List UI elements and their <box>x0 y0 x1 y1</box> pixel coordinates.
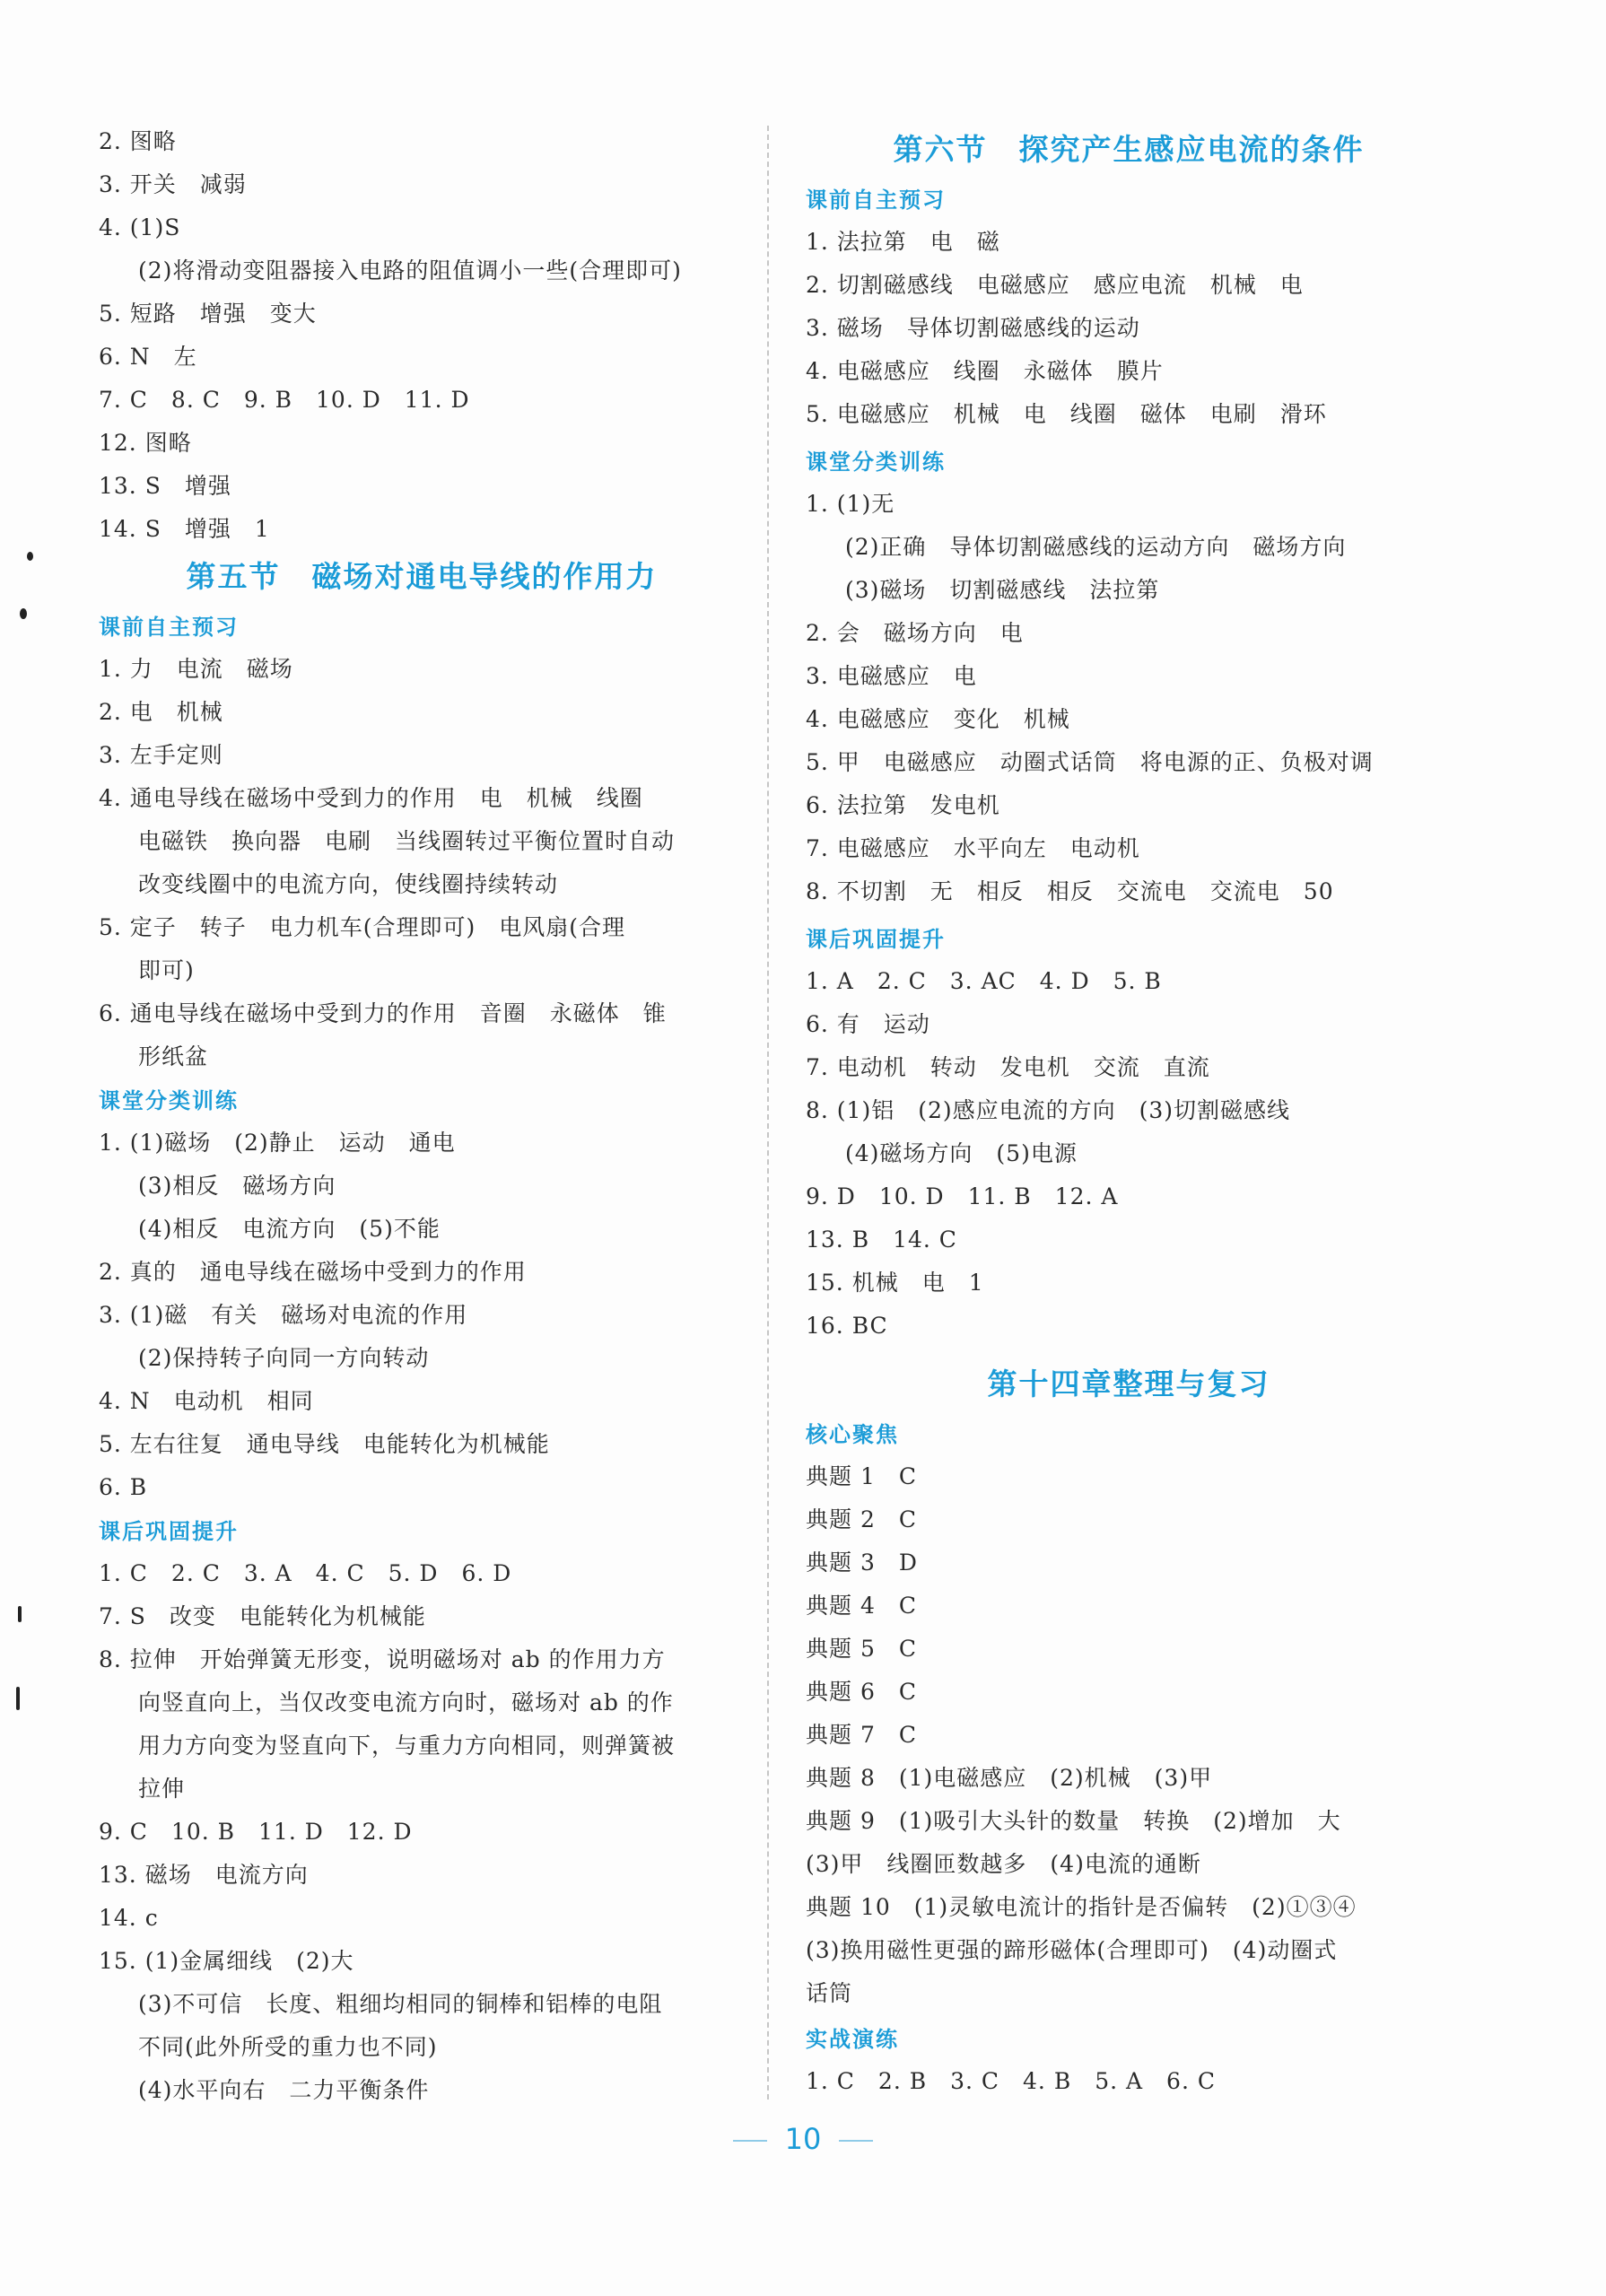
answer-line: (4)相反 电流方向 (5)不能 <box>138 1216 441 1242</box>
subsection-title: 课堂分类训练 <box>806 450 946 475</box>
answer-line: 典题 7 C <box>806 1722 917 1748</box>
answer-line: 9. C 10. B 11. D 12. D <box>99 1819 413 1845</box>
answer-line: 话筒 <box>806 1980 853 2006</box>
answer-line: 典题 3 D <box>806 1550 918 1576</box>
answer-line: 3. 左手定则 <box>99 742 223 768</box>
answer-line: 1. C 2. B 3. C 4. B 5. A 6. C <box>806 2068 1216 2094</box>
chapter-title: 第十四章整理与复习 <box>987 1366 1270 1401</box>
answer-line: (4)水平向右 二力平衡条件 <box>138 2077 430 2103</box>
section-title: 第六节 探究产生感应电流的条件 <box>893 132 1365 167</box>
answer-line: 1. 法拉第 电 磁 <box>806 229 1000 255</box>
answer-line: 8. 拉伸 开始弹簧无形变，说明磁场对 ab 的作用力方 <box>99 1646 666 1672</box>
subsection-title: 核心聚焦 <box>806 1422 899 1447</box>
page-number <box>0 2119 1606 2159</box>
answer-line: 3. (1)磁 有关 磁场对电流的作用 <box>99 1302 468 1328</box>
answer-line: 形纸盆 <box>138 1043 209 1069</box>
answer-line: 15. 机械 电 1 <box>806 1270 984 1296</box>
answer-line: 8. 不切割 无 相反 相反 交流电 交流电 50 <box>806 878 1334 904</box>
answer-line: 1. (1)无 <box>806 491 895 517</box>
answer-line: 1. A 2. C 3. AC 4. D 5. B <box>806 968 1162 994</box>
answer-line: (2)正确 导体切割磁感线的运动方向 磁场方向 <box>845 534 1347 560</box>
answer-line: 2. 图略 <box>99 128 177 154</box>
answer-line: 16. BC <box>806 1313 888 1339</box>
answer-line: 4. (1)S <box>99 214 181 240</box>
subsection-title: 课后巩固提升 <box>806 927 946 952</box>
answer-line: 不同(此外所受的重力也不同) <box>138 2034 438 2060</box>
answer-line: 典题 10 (1)灵敏电流计的指针是否偏转 (2)①③④ <box>806 1894 1357 1920</box>
answer-line: 5. 电磁感应 机械 电 线圈 磁体 电刷 滑环 <box>806 401 1327 427</box>
answer-line: 典题 2 C <box>806 1506 917 1532</box>
answer-line: 13. S 增强 <box>99 473 231 499</box>
scan-mark <box>18 1606 22 1622</box>
answer-line: 2. 电 机械 <box>99 699 223 725</box>
answer-line: 2. 会 磁场方向 电 <box>806 620 1024 646</box>
answer-line: 5. 左右往复 通电导线 电能转化为机械能 <box>99 1431 550 1457</box>
answer-line: 3. 开关 减弱 <box>99 171 247 197</box>
page-number-dash <box>839 2140 873 2142</box>
answer-line: 5. 定子 转子 电力机车(合理即可) 电风扇(合理 <box>99 914 626 940</box>
answer-line: 用力方向变为竖直向下，与重力方向相同，则弹簧被 <box>138 1733 676 1759</box>
answer-line: 典题 9 (1)吸引大头针的数量 转换 (2)增加 大 <box>806 1808 1341 1834</box>
page-number-dash <box>733 2140 767 2142</box>
answer-line: 6. 有 运动 <box>806 1011 930 1037</box>
subsection-title: 课后巩固提升 <box>99 1519 239 1544</box>
answer-line: (3)甲 线圈匝数越多 (4)电流的通断 <box>806 1851 1201 1877</box>
answer-line: 12. 图略 <box>99 430 192 456</box>
subsection-title: 课堂分类训练 <box>99 1088 239 1113</box>
answer-line: (3)换用磁性更强的蹄形磁体(合理即可) (4)动圈式 <box>806 1937 1338 1963</box>
subsection-title: 课前自主预习 <box>806 188 946 213</box>
column-divider <box>767 126 769 2100</box>
answer-line: 1. 力 电流 磁场 <box>99 656 293 682</box>
answer-line: 典题 4 C <box>806 1593 917 1619</box>
answer-line: 8. (1)铝 (2)感应电流的方向 (3)切割磁感线 <box>806 1097 1291 1123</box>
answer-line: 1. C 2. C 3. A 4. C 5. D 6. D <box>99 1560 512 1586</box>
answer-line: 7. S 改变 电能转化为机械能 <box>99 1603 426 1629</box>
subsection-title: 课前自主预习 <box>99 615 239 640</box>
answer-line: 7. C 8. C 9. B 10. D 11. D <box>99 387 470 413</box>
answer-line: 3. 电磁感应 电 <box>806 663 977 689</box>
answer-line: 14. c <box>99 1905 159 1931</box>
answer-line: 14. S 增强 1 <box>99 516 270 542</box>
answer-line: 向竖直向上，当仅改变电流方向时，磁场对 ab 的作 <box>138 1689 674 1715</box>
answer-line: 9. D 10. D 11. B 12. A <box>806 1183 1119 1209</box>
answer-line: 6. N 左 <box>99 344 197 370</box>
answer-line: 7. 电磁感应 水平向左 电动机 <box>806 835 1140 861</box>
answer-line: 6. 法拉第 发电机 <box>806 792 1000 818</box>
answer-line: 4. 电磁感应 变化 机械 <box>806 706 1070 732</box>
answer-line: 1. (1)磁场 (2)静止 运动 通电 <box>99 1130 456 1156</box>
answer-line: (2)保持转子向同一方向转动 <box>138 1345 430 1371</box>
subsection-title: 实战演练 <box>806 2027 899 2052</box>
answer-line: 5. 甲 电磁感应 动圈式话筒 将电源的正、负极对调 <box>806 749 1374 775</box>
answer-line: (2)将滑动变阻器接入电路的阻值调小一些(合理即可) <box>138 258 682 284</box>
answer-line: 典题 8 (1)电磁感应 (2)机械 (3)甲 <box>806 1765 1213 1791</box>
answer-line: 2. 切割磁感线 电磁感应 感应电流 机械 电 <box>806 272 1304 298</box>
answer-line: 电磁铁 换向器 电刷 当线圈转过平衡位置时自动 <box>138 828 676 854</box>
answer-line: 典题 5 C <box>806 1636 917 1662</box>
answer-line: 拉伸 <box>138 1776 186 1802</box>
answer-line: (4)磁场方向 (5)电源 <box>845 1140 1078 1166</box>
answer-line: 15. (1)金属细线 (2)大 <box>99 1948 354 1974</box>
answer-line: 5. 短路 增强 变大 <box>99 301 317 327</box>
page-number-value: 10 <box>784 2122 822 2156</box>
answer-line: 典题 6 C <box>806 1679 917 1705</box>
scan-mark <box>16 1687 20 1710</box>
answer-line: 6. B <box>99 1474 148 1500</box>
section-title: 第五节 磁场对通电导线的作用力 <box>186 559 658 594</box>
answer-line: 13. B 14. C <box>806 1227 957 1253</box>
answer-line: 改变线圈中的电流方向，使线圈持续转动 <box>138 871 559 897</box>
answer-line: 3. 磁场 导体切割磁感线的运动 <box>806 315 1140 341</box>
answer-line: 7. 电动机 转动 发电机 交流 直流 <box>806 1054 1210 1080</box>
answer-line: 13. 磁场 电流方向 <box>99 1862 309 1888</box>
answer-line: (3)磁场 切割磁感线 法拉第 <box>845 577 1160 603</box>
answer-line: 2. 真的 通电导线在磁场中受到力的作用 <box>99 1259 527 1285</box>
answer-line: 典题 1 C <box>806 1463 917 1489</box>
answer-line: 6. 通电导线在磁场中受到力的作用 音圈 永磁体 锥 <box>99 1000 667 1026</box>
answer-line: 即可) <box>138 957 195 983</box>
answer-line: 4. 通电导线在磁场中受到力的作用 电 机械 线圈 <box>99 785 643 811</box>
scan-mark <box>20 608 27 619</box>
answer-line: (3)不可信 长度、粗细均相同的铜棒和铝棒的电阻 <box>138 1991 663 2017</box>
scan-mark <box>27 552 33 561</box>
answer-line: 4. N 电动机 相同 <box>99 1388 314 1414</box>
answer-line: (3)相反 磁场方向 <box>138 1173 336 1199</box>
answer-line: 4. 电磁感应 线圈 永磁体 膜片 <box>806 358 1164 384</box>
